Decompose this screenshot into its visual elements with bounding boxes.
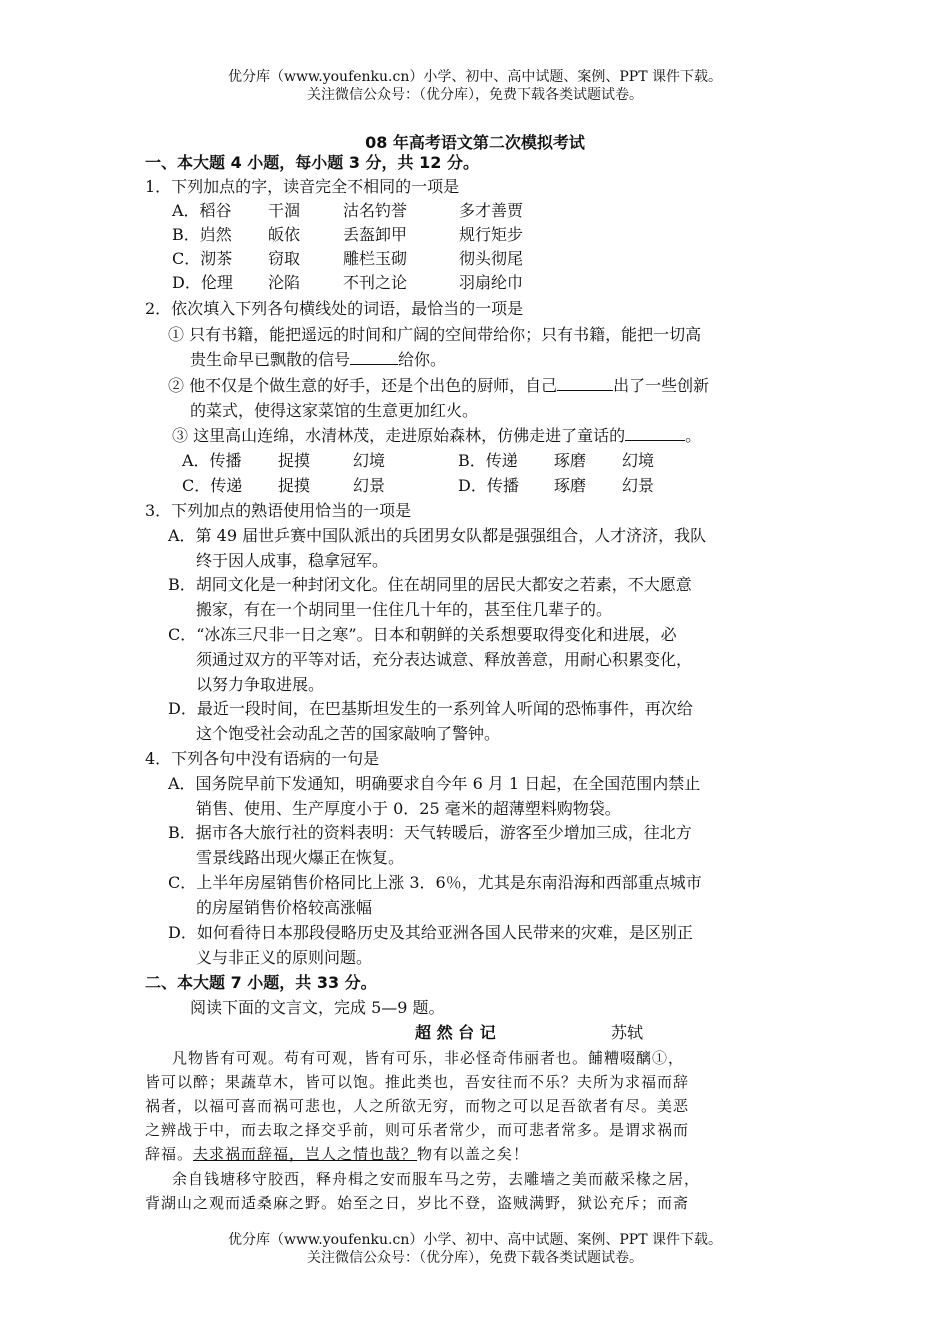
q2-options-ab bbox=[182, 450, 654, 472]
q2-s1b-post: 给你。 bbox=[398, 350, 447, 369]
essay-author: 苏轼 bbox=[611, 1023, 644, 1042]
q1b-4: 规行矩步 bbox=[459, 225, 524, 244]
q3-a-line-1: A．第 49 届世乒赛中国队派出的兵团男女队都是强强组合，人才济济，我队 bbox=[168, 526, 707, 545]
q2-blank-3 bbox=[625, 426, 685, 441]
q1a-4: 多才善贾 bbox=[459, 201, 524, 220]
q1-stem: 1．下列加点的字，读音完全不相同的一项是 bbox=[145, 177, 460, 196]
q1d-4: 羽扇纶巾 bbox=[459, 273, 524, 292]
q3-d-line-2: 这个饱受社会动乱之苦的国家敲响了警钟。 bbox=[196, 724, 501, 743]
exam-title: 08 年高考语文第二次模拟考试 bbox=[365, 133, 585, 152]
q4-b-line-2: 雪景线路出现火爆正在恢复。 bbox=[196, 848, 405, 867]
q2-sentence-1a: ① 只有书籍，能把遥远的时间和广阔的空间带给你；只有书籍，能把一切高 bbox=[168, 325, 702, 344]
essay-p1-5-pre: 辞福。 bbox=[145, 1145, 194, 1163]
q4-d-line-2: 义与非正义的原则问题。 bbox=[196, 948, 373, 967]
q1d-2: 沦陷 bbox=[268, 273, 301, 292]
reading-intro: 阅读下面的文言文，完成 5—9 题。 bbox=[190, 998, 445, 1017]
q2d-1: D．传播 bbox=[458, 476, 519, 495]
header-line-1: 优分库（www.youfenku.cn）小学、初中、高中试题、案例、PPT 课件下载。 bbox=[227, 69, 722, 85]
q2b-2: 琢磨 bbox=[554, 451, 587, 470]
section-1-heading: 一、本大题 4 小题，每小题 3 分，共 12 分。 bbox=[145, 153, 479, 172]
q1c-3: 雕栏玉砌 bbox=[343, 249, 408, 268]
q1-option-c bbox=[172, 248, 523, 270]
section-2-heading: 二、本大题 7 小题，共 33 分。 bbox=[145, 973, 377, 992]
q2-blank-1 bbox=[350, 350, 398, 365]
essay-p1-line-3: 祸者，以福可喜而祸可悲也，人之所欲无穷，而物之可以足吾欲者有尽。美恶 bbox=[145, 1097, 690, 1115]
q2-sentence-3 bbox=[172, 425, 701, 447]
essay-p1-line-5 bbox=[145, 1143, 529, 1165]
q2-sentence-1b bbox=[190, 349, 446, 371]
q2-options-cd bbox=[182, 475, 654, 497]
essay-p2-line-1: 余自钱塘移守胶西，释舟楫之安而服车马之劳，去雕墙之美而蔽采椽之居， bbox=[172, 1170, 701, 1188]
q1c-1: C．沏茶 bbox=[172, 249, 233, 268]
q2a-3: 幻境 bbox=[353, 451, 386, 470]
essay-p1-line-4: 之辨战于中，而去取之择交乎前，则可乐者常少，而可悲者常多。是谓求祸而 bbox=[145, 1121, 690, 1139]
essay-p1-line-2: 皆可以醉；果蔬草木，皆可以饱。推此类也，吾安往而不乐？夫所为求福而辞 bbox=[145, 1073, 690, 1091]
q2a-1: A．传播 bbox=[182, 451, 242, 470]
essay-title: 超 然 台 记 bbox=[415, 1023, 496, 1042]
q1c-2: 窃取 bbox=[268, 249, 301, 268]
q4-d-line-1: D．如何看待日本那段侵略历史及其给亚洲各国人民带来的灾难，是区别正 bbox=[168, 923, 693, 942]
q2c-3: 幻景 bbox=[353, 476, 386, 495]
q1-option-d bbox=[172, 272, 523, 294]
q1a-1: A．稻谷 bbox=[172, 201, 232, 220]
q1-option-a bbox=[172, 200, 523, 222]
q2b-1: B．传递 bbox=[458, 451, 518, 470]
q3-a-line-2: 终于因人成事，稳拿冠军。 bbox=[196, 551, 389, 570]
essay-title-row bbox=[415, 1022, 643, 1044]
essay-underlined-sentence: 夫求祸而辞福，岂人之情也哉？ bbox=[193, 1145, 418, 1163]
q2c-2: 捉摸 bbox=[278, 476, 311, 495]
q2b-3: 幻境 bbox=[622, 451, 655, 470]
q3-d-line-1: D．最近一段时间，在巴基斯坦发生的一系列耸人听闻的恐怖事件，再次给 bbox=[168, 699, 693, 718]
q1a-2: 干涸 bbox=[268, 201, 301, 220]
q2-sentence-2a bbox=[168, 375, 709, 397]
q3-stem: 3．下列加点的熟语使用恰当的一项是 bbox=[145, 501, 412, 520]
q2-blank-2 bbox=[557, 376, 613, 391]
q4-a-line-1: A．国务院早前下发通知，明确要求自今年 6 月 1 日起，在全国范围内禁止 bbox=[168, 774, 701, 793]
q2c-1: C．传递 bbox=[182, 476, 243, 495]
q1b-1: B．岿然 bbox=[172, 225, 232, 244]
q2a-2: 捉摸 bbox=[278, 451, 311, 470]
q1d-3: 不刊之论 bbox=[343, 273, 408, 292]
q2-s2a-pre: ② 他不仅是个做生意的好手，还是个出色的厨师，自己 bbox=[168, 376, 558, 395]
q3-c-line-2: 须通过双方的平等对话，充分表达诚意、释放善意，用耐心积累变化， bbox=[196, 650, 693, 669]
q1b-2: 皈依 bbox=[268, 225, 301, 244]
q1a-3: 沽名钓誉 bbox=[343, 201, 408, 220]
q4-a-line-2: 销售、使用、生产厚度小于 0．25 毫米的超薄塑料购物袋。 bbox=[196, 799, 621, 818]
q3-c-line-1: C．“冰冻三尺非一日之寒”。日本和朝鲜的关系想要取得变化和进展，必 bbox=[168, 625, 677, 644]
q2-s3-post: 。 bbox=[685, 426, 702, 445]
q2d-2: 琢磨 bbox=[554, 476, 587, 495]
q3-b-line-1: B．胡同文化是一种封闭文化。住在胡同里的居民大都安之若素，不大愿意 bbox=[168, 575, 692, 594]
q2-s3-pre: ③ 这里高山连绵，水清林茂，走进原始森林，仿佛走进了童话的 bbox=[172, 426, 626, 445]
essay-p1-5-post: 物有以盖之矣！ bbox=[417, 1145, 530, 1163]
q2-stem: 2．依次填入下列各句横线处的词语，最恰当的一项是 bbox=[145, 299, 524, 318]
footer-line-2: 关注微信公众号：（优分库），免费下载各类试题试卷。 bbox=[307, 1250, 643, 1266]
q4-c-line-1: C．上半年房屋销售价格同比上涨 3．6％，尤其是东南沿海和西部重点城市 bbox=[168, 873, 702, 892]
essay-p1-line-1: 凡物皆有可观。苟有可观，皆有可乐，非必怪奇伟丽者也。餔糟啜醨①， bbox=[172, 1049, 685, 1067]
q4-stem: 4．下列各句中没有语病的一句是 bbox=[145, 749, 380, 768]
q2-s2a-post: 出了一些创新 bbox=[613, 376, 710, 395]
q3-b-line-2: 搬家，有在一个胡同里一住住几十年的，甚至住几辈子的。 bbox=[196, 600, 613, 619]
footer-line-1: 优分库（www.youfenku.cn）小学、初中、高中试题、案例、PPT 课件下载。 bbox=[227, 1232, 722, 1248]
header-line-2: 关注微信公众号：（优分库），免费下载各类试题试卷。 bbox=[307, 87, 643, 103]
q3-c-line-3: 以努力争取进展。 bbox=[196, 675, 325, 694]
q4-c-line-2: 的房屋销售价格较高涨幅 bbox=[196, 898, 373, 917]
essay-p2-line-2: 背湖山之观而适桑麻之野。始至之日，岁比不登，盗贼满野，狱讼充斥；而斋 bbox=[145, 1194, 690, 1212]
q2d-3: 幻景 bbox=[622, 476, 655, 495]
q1c-4: 彻头彻尾 bbox=[459, 249, 524, 268]
q1d-1: D．伦理 bbox=[172, 273, 233, 292]
q1b-3: 丢盔卸甲 bbox=[343, 225, 408, 244]
q2-s1b-pre: 贵生命早已飘散的信号 bbox=[190, 350, 351, 369]
q1-option-b bbox=[172, 224, 523, 246]
q2-sentence-2b: 的菜式，使得这家菜馆的生意更加红火。 bbox=[190, 401, 479, 420]
q4-b-line-1: B．据市各大旅行社的资料表明：天气转暖后，游客至少增加三成，往北方 bbox=[168, 823, 692, 842]
